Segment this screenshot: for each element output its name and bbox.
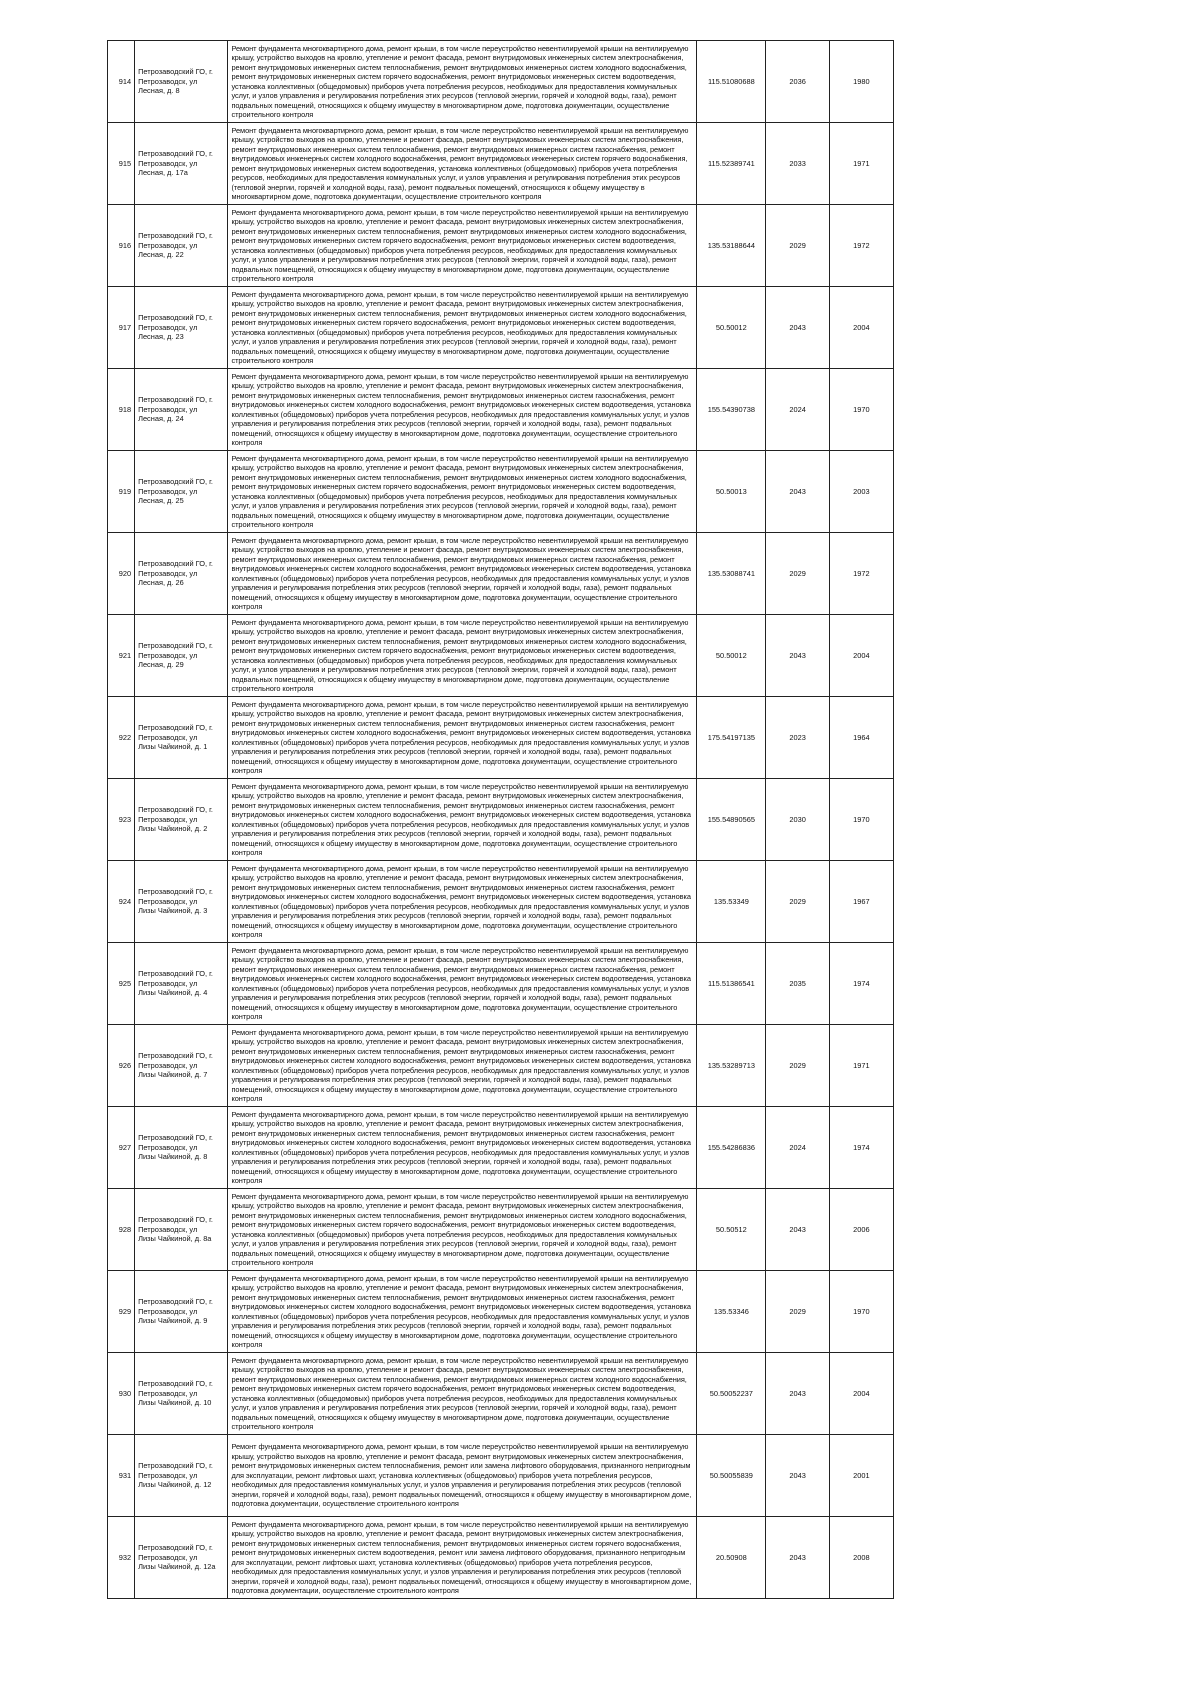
cost-cell: 20.50908 <box>697 1517 766 1599</box>
address-line: Петрозаводск, ул <box>138 896 198 906</box>
address-cell <box>135 451 228 533</box>
address-line: Петрозаводский ГО, г. <box>138 559 213 569</box>
address-cell <box>135 861 228 943</box>
table-row <box>108 697 894 779</box>
address-line: Петрозаводск, ул <box>138 650 198 660</box>
address-line: Петрозаводский ГО, г. <box>138 67 213 77</box>
address-line: Петрозаводск, ул <box>138 1224 198 1234</box>
address-line: Петрозаводский ГО, г. <box>138 805 213 815</box>
row-number-cell: 932 <box>108 1517 135 1599</box>
address-line: Петрозаводский ГО, г. <box>138 1297 213 1307</box>
address-cell <box>135 369 228 451</box>
planned-year-cell: 2043 <box>766 1189 829 1271</box>
build-year-cell: 1970 <box>829 779 893 861</box>
address-line: Петрозаводский ГО, г. <box>138 477 213 487</box>
address-line: Петрозаводский ГО, г. <box>138 1543 213 1553</box>
row-number-cell: 930 <box>108 1353 135 1435</box>
row-number-cell: 918 <box>108 369 135 451</box>
address-line: Лизы Чайкиной, д. 8 <box>138 1152 208 1162</box>
address-line: Лизы Чайкиной, д. 2 <box>138 824 208 834</box>
row-number-cell: 921 <box>108 615 135 697</box>
planned-year-cell: 2043 <box>766 1353 829 1435</box>
cost-cell: 115.52389741 <box>697 123 766 205</box>
address-line: Петрозаводск, ул <box>138 404 198 414</box>
cost-cell: 115.51080688 <box>697 41 766 123</box>
table-row <box>108 123 894 205</box>
address-line: Лизы Чайкиной, д. 1 <box>138 742 208 752</box>
address-line: Петрозаводск, ул <box>138 1306 198 1316</box>
address-line: Петрозаводск, ул <box>138 732 198 742</box>
build-year-cell: 2004 <box>829 287 893 369</box>
cost-cell: 155.54286836 <box>697 1107 766 1189</box>
address-line: Петрозаводск, ул <box>138 814 198 824</box>
address-cell <box>135 533 228 615</box>
address-line: Петрозаводск, ул <box>138 1060 198 1070</box>
address-line: Петрозаводск, ул <box>138 158 198 168</box>
address-cell <box>135 1189 228 1271</box>
address-line: Лизы Чайкиной, д. 3 <box>138 906 208 916</box>
address-line: Петрозаводский ГО, г. <box>138 723 213 733</box>
address-line: Петрозаводский ГО, г. <box>138 231 213 241</box>
planned-year-cell: 2043 <box>766 451 829 533</box>
planned-year-cell: 2043 <box>766 1435 829 1517</box>
address-line: Петрозаводский ГО, г. <box>138 1379 213 1389</box>
build-year-cell: 1971 <box>829 123 893 205</box>
table-row <box>108 1353 894 1435</box>
cost-cell: 175.54197135 <box>697 697 766 779</box>
address-cell <box>135 615 228 697</box>
table-row <box>108 861 894 943</box>
table-row <box>108 1189 894 1271</box>
table-body <box>108 41 894 1599</box>
table-row <box>108 943 894 1025</box>
works-description-cell: Ремонт фундамента многоквартирного дома, ремонт крыши, в том числе переустройство невентилируемой крыши на вентилируемую крышу, устройство выходов на кровлю, утепление и ремонт фасада, ремонт внутридомовых инженерных систем электроснабжения, ремонт внутридомовых инженерных систем теплоснабжения, ремонт внутридомовых инженерных систем холодного водоснабжения, ремонт внутридомовых инженерных систем горячего водоснабжения, ремонт внутридомовых инженерных систем водоотведения, установка коллективных (общедомовых) приборов учета потребления ресурсов, необходимых для предоставления коммунальных услуг, и узлов управления и регулирования потребления этих ресурсов (тепловой энергии, горячей и холодной воды, газа), ремонт подвальных помещений, относящихся к общему имуществу в многоквартирном доме, подготовка документации, осуществление строительного контроля <box>228 1353 697 1435</box>
address-cell <box>135 1435 228 1517</box>
works-description-cell: Ремонт фундамента многоквартирного дома, ремонт крыши, в том числе переустройство невентилируемой крыши на вентилируемую крышу, устройство выходов на кровлю, утепление и ремонт фасада, ремонт внутридомовых инженерных систем электроснабжения, ремонт внутридомовых инженерных систем теплоснабжения, ремонт внутридомовых инженерных систем холодного водоснабжения, ремонт внутридомовых инженерных систем горячего водоснабжения, ремонт внутридомовых инженерных систем водоотведения, установка коллективных (общедомовых) приборов учета потребления ресурсов, необходимых для предоставления коммунальных услуг, и узлов управления и регулирования потребления этих ресурсов (тепловой энергии, горячей и холодной воды, газа), ремонт подвальных помещений, относящихся к общему имуществу в многоквартирном доме, подготовка документации, осуществление строительного контроля <box>228 41 697 123</box>
address-cell <box>135 205 228 287</box>
address-line: Петрозаводск, ул <box>138 1552 198 1562</box>
address-line: Петрозаводск, ул <box>138 240 198 250</box>
row-number-cell: 922 <box>108 697 135 779</box>
table-row <box>108 779 894 861</box>
planned-year-cell: 2029 <box>766 1025 829 1107</box>
cost-cell: 50.50013 <box>697 451 766 533</box>
build-year-cell: 1970 <box>829 1271 893 1353</box>
build-year-cell: 1972 <box>829 533 893 615</box>
cost-cell: 135.53349 <box>697 861 766 943</box>
capital-repair-table <box>107 40 894 1599</box>
build-year-cell: 2003 <box>829 451 893 533</box>
cost-cell: 155.54890565 <box>697 779 766 861</box>
address-line: Лесная, д. 24 <box>138 414 184 424</box>
table-row <box>108 287 894 369</box>
row-number-cell: 929 <box>108 1271 135 1353</box>
planned-year-cell: 2024 <box>766 369 829 451</box>
table-row <box>108 205 894 287</box>
address-line: Петрозаводск, ул <box>138 1388 198 1398</box>
planned-year-cell: 2043 <box>766 287 829 369</box>
planned-year-cell: 2043 <box>766 1517 829 1599</box>
table-row <box>108 615 894 697</box>
planned-year-cell: 2043 <box>766 615 829 697</box>
address-line: Петрозаводский ГО, г. <box>138 1215 213 1225</box>
planned-year-cell: 2029 <box>766 205 829 287</box>
address-cell <box>135 287 228 369</box>
address-line: Петрозаводский ГО, г. <box>138 969 213 979</box>
cost-cell: 50.50012 <box>697 615 766 697</box>
works-description-cell: Ремонт фундамента многоквартирного дома, ремонт крыши, в том числе переустройство невентилируемой крыши на вентилируемую крышу, устройство выходов на кровлю, утепление и ремонт фасада, ремонт внутридомовых инженерных систем электроснабжения, ремонт внутридомовых инженерных систем теплоснабжения, ремонт внутридомовых инженерных систем холодного водоснабжения, ремонт внутридомовых инженерных систем горячего водоснабжения, ремонт внутридомовых инженерных систем водоотведения, установка коллективных (общедомовых) приборов учета потребления ресурсов, необходимых для предоставления коммунальных услуг, и узлов управления и регулирования потребления этих ресурсов (тепловой энергии, горячей и холодной воды, газа), ремонт подвальных помещений, относящихся к общему имуществу в многоквартирном доме, подготовка документации, осуществление строительного контроля <box>228 451 697 533</box>
address-cell <box>135 779 228 861</box>
works-description-cell: Ремонт фундамента многоквартирного дома, ремонт крыши, в том числе переустройство невентилируемой крыши на вентилируемую крышу, устройство выходов на кровлю, утепление и ремонт фасада, ремонт внутридомовых инженерных систем электроснабжения, ремонт внутридомовых инженерных систем теплоснабжения, ремонт внутридомовых инженерных систем газоснабжения, ремонт внутридомовых инженерных систем холодного водоснабжения, ремонт внутридомовых инженерных систем горячего водоснабжения, ремонт внутридомовых инженерных систем водоотведения, установка коллективных (общедомовых) приборов учета потребления ресурсов, необходимых для предоставления коммунальных услуг, и узлов управления и регулирования потребления этих ресурсов (тепловой энергии, горячей и холодной воды, газа), ремонт подвальных помещений, относящихся к общему имуществу в многоквартирном доме, подготовка документации, осуществление строительного контроля <box>228 123 697 205</box>
build-year-cell: 1974 <box>829 1107 893 1189</box>
address-line: Лизы Чайкиной, д. 9 <box>138 1316 208 1326</box>
address-cell <box>135 697 228 779</box>
address-cell <box>135 1107 228 1189</box>
cost-cell: 50.50012 <box>697 287 766 369</box>
address-line: Петрозаводск, ул <box>138 978 198 988</box>
address-line: Лизы Чайкиной, д. 8а <box>138 1234 212 1244</box>
address-line: Лесная, д. 8 <box>138 86 180 96</box>
build-year-cell: 1972 <box>829 205 893 287</box>
works-description-cell: Ремонт фундамента многоквартирного дома, ремонт крыши, в том числе переустройство невентилируемой крыши на вентилируемую крышу, устройство выходов на кровлю, утепление и ремонт фасада, ремонт внутридомовых инженерных систем электроснабжения, ремонт внутридомовых инженерных систем теплоснабжения, ремонт внутридомовых инженерных систем газоснабжения, ремонт внутридомовых инженерных систем холодного водоснабжения, ремонт внутридомовых инженерных систем водоотведения, установка коллективных (общедомовых) приборов учета потребления ресурсов, необходимых для предоставления коммунальных услуг, и узлов управления и регулирования потребления этих ресурсов (тепловой энергии, горячей и холодной воды, газа), ремонт подвальных помещений, относящихся к общему имуществу в многоквартирном доме, подготовка документации, осуществление строительного контроля <box>228 1107 697 1189</box>
address-line: Петрозаводский ГО, г. <box>138 149 213 159</box>
works-description-cell: Ремонт фундамента многоквартирного дома, ремонт крыши, в том числе переустройство невентилируемой крыши на вентилируемую крышу, устройство выходов на кровлю, утепление и ремонт фасада, ремонт внутридомовых инженерных систем электроснабжения, ремонт внутридомовых инженерных систем теплоснабжения, ремонт внутридомовых инженерных систем холодного водоснабжения, ремонт внутридомовых инженерных систем горячего водоснабжения, ремонт внутридомовых инженерных систем водоотведения, установка коллективных (общедомовых) приборов учета потребления ресурсов, необходимых для предоставления коммунальных услуг, и узлов управления и регулирования потребления этих ресурсов (тепловой энергии, горячей и холодной воды, газа), ремонт подвальных помещений, относящихся к общему имуществу в многоквартирном доме, подготовка документации, осуществление строительного контроля <box>228 205 697 287</box>
planned-year-cell: 2023 <box>766 697 829 779</box>
address-line: Лесная, д. 25 <box>138 496 184 506</box>
address-line: Петрозаводск, ул <box>138 1142 198 1152</box>
address-cell <box>135 1353 228 1435</box>
works-description-cell: Ремонт фундамента многоквартирного дома, ремонт крыши, в том числе переустройство невентилируемой крыши на вентилируемую крышу, устройство выходов на кровлю, утепление и ремонт фасада, ремонт внутридомовых инженерных систем электроснабжения, ремонт внутридомовых инженерных систем теплоснабжения, ремонт или замена лифтового оборудования, признанного непригодным для эксплуатации, ремонт лифтовых шахт, установка коллективных (общедомовых) приборов учета потребления ресурсов, необходимых для предоставления коммунальных услуг, и узлов управления и регулирования потребления этих ресурсов (тепловой энергии, горячей и холодной воды, газа), ремонт подвальных помещений, относящихся к общему имуществу в многоквартирном доме, подготовка документации, осуществление строительного контроля <box>228 1435 697 1517</box>
planned-year-cell: 2029 <box>766 1271 829 1353</box>
works-description-cell: Ремонт фундамента многоквартирного дома, ремонт крыши, в том числе переустройство невентилируемой крыши на вентилируемую крышу, устройство выходов на кровлю, утепление и ремонт фасада, ремонт внутридомовых инженерных систем электроснабжения, ремонт внутридомовых инженерных систем теплоснабжения, ремонт внутридомовых инженерных систем газоснабжения, ремонт внутридомовых инженерных систем холодного водоснабжения, ремонт внутридомовых инженерных систем водоотведения, установка коллективных (общедомовых) приборов учета потребления ресурсов, необходимых для предоставления коммунальных услуг, и узлов управления и регулирования потребления этих ресурсов (тепловой энергии, горячей и холодной воды, газа), ремонт подвальных помещений, относящихся к общему имуществу в многоквартирном доме, подготовка документации, осуществление строительного контроля <box>228 697 697 779</box>
row-number-cell: 931 <box>108 1435 135 1517</box>
cost-cell: 50.50052237 <box>697 1353 766 1435</box>
address-line: Лизы Чайкиной, д. 7 <box>138 1070 208 1080</box>
table-row <box>108 1435 894 1517</box>
row-number-cell: 925 <box>108 943 135 1025</box>
cost-cell: 155.54390738 <box>697 369 766 451</box>
address-cell <box>135 1271 228 1353</box>
row-number-cell: 920 <box>108 533 135 615</box>
row-number-cell: 926 <box>108 1025 135 1107</box>
address-line: Лесная, д. 23 <box>138 332 184 342</box>
planned-year-cell: 2030 <box>766 779 829 861</box>
table-row <box>108 533 894 615</box>
address-line: Лесная, д. 17а <box>138 168 188 178</box>
build-year-cell: 1964 <box>829 697 893 779</box>
address-cell <box>135 1025 228 1107</box>
planned-year-cell: 2029 <box>766 533 829 615</box>
cost-cell: 135.53188644 <box>697 205 766 287</box>
planned-year-cell: 2035 <box>766 943 829 1025</box>
cost-cell: 135.53346 <box>697 1271 766 1353</box>
works-description-cell: Ремонт фундамента многоквартирного дома, ремонт крыши, в том числе переустройство невентилируемой крыши на вентилируемую крышу, устройство выходов на кровлю, утепление и ремонт фасада, ремонт внутридомовых инженерных систем электроснабжения, ремонт внутридомовых инженерных систем теплоснабжения, ремонт внутридомовых инженерных систем холодного водоснабжения, ремонт внутридомовых инженерных систем горячего водоснабжения, ремонт внутридомовых инженерных систем водоотведения, установка коллективных (общедомовых) приборов учета потребления ресурсов, необходимых для предоставления коммунальных услуг, и узлов управления и регулирования потребления этих ресурсов (тепловой энергии, горячей и холодной воды, газа), ремонт подвальных помещений, относящихся к общему имуществу в многоквартирном доме, подготовка документации, осуществление строительного контроля <box>228 1189 697 1271</box>
row-number-cell: 916 <box>108 205 135 287</box>
row-number-cell: 914 <box>108 41 135 123</box>
address-line: Лесная, д. 22 <box>138 250 184 260</box>
address-line: Лизы Чайкиной, д. 12 <box>138 1480 212 1490</box>
table-row <box>108 451 894 533</box>
address-cell <box>135 1517 228 1599</box>
works-description-cell: Ремонт фундамента многоквартирного дома, ремонт крыши, в том числе переустройство невентилируемой крыши на вентилируемую крышу, устройство выходов на кровлю, утепление и ремонт фасада, ремонт внутридомовых инженерных систем электроснабжения, ремонт внутридомовых инженерных систем теплоснабжения, ремонт внутридомовых инженерных систем газоснабжения, ремонт внутридомовых инженерных систем холодного водоснабжения, ремонт внутридомовых инженерных систем водоотведения, установка коллективных (общедомовых) приборов учета потребления ресурсов, необходимых для предоставления коммунальных услуг, и узлов управления и регулирования потребления этих ресурсов (тепловой энергии, горячей и холодной воды, газа), ремонт подвальных помещений, относящихся к общему имуществу в многоквартирном доме, подготовка документации, осуществление строительного контроля <box>228 861 697 943</box>
address-line: Петрозаводский ГО, г. <box>138 1051 213 1061</box>
works-description-cell: Ремонт фундамента многоквартирного дома, ремонт крыши, в том числе переустройство невентилируемой крыши на вентилируемую крышу, устройство выходов на кровлю, утепление и ремонт фасада, ремонт внутридомовых инженерных систем электроснабжения, ремонт внутридомовых инженерных систем теплоснабжения, ремонт внутридомовых инженерных систем газоснабжения, ремонт внутридомовых инженерных систем холодного водоснабжения, ремонт внутридомовых инженерных систем водоотведения, установка коллективных (общедомовых) приборов учета потребления ресурсов, необходимых для предоставления коммунальных услуг, и узлов управления и регулирования потребления этих ресурсов (тепловой энергии, горячей и холодной воды, газа), ремонт подвальных помещений, относящихся к общему имуществу в многоквартирном доме, подготовка документации, осуществление строительного контроля <box>228 1025 697 1107</box>
row-number-cell: 919 <box>108 451 135 533</box>
table-row <box>108 1271 894 1353</box>
cost-cell: 135.53088741 <box>697 533 766 615</box>
build-year-cell: 2006 <box>829 1189 893 1271</box>
row-number-cell: 923 <box>108 779 135 861</box>
address-cell <box>135 41 228 123</box>
works-description-cell: Ремонт фундамента многоквартирного дома, ремонт крыши, в том числе переустройство невентилируемой крыши на вентилируемую крышу, устройство выходов на кровлю, утепление и ремонт фасада, ремонт внутридомовых инженерных систем электроснабжения, ремонт внутридомовых инженерных систем теплоснабжения, ремонт внутридомовых инженерных систем горячего водоснабжения, ремонт внутридомовых инженерных систем водоотведения, ремонт или замена лифтового оборудования, признанного непригодным для эксплуатации, ремонт лифтовых шахт, установка коллективных (общедомовых) приборов учета потребления ресурсов, необходимых для предоставления коммунальных услуг, и узлов управления и регулирования потребления этих ресурсов (тепловой энергии, горячей и холодной воды, газа), ремонт подвальных помещений, относящихся к общему имуществу в многоквартирном доме, подготовка документации, осуществление строительного контроля <box>228 1517 697 1599</box>
address-line: Петрозаводский ГО, г. <box>138 1461 213 1471</box>
planned-year-cell: 2036 <box>766 41 829 123</box>
build-year-cell: 1980 <box>829 41 893 123</box>
planned-year-cell: 2029 <box>766 861 829 943</box>
row-number-cell: 924 <box>108 861 135 943</box>
build-year-cell: 2004 <box>829 1353 893 1435</box>
table-row <box>108 41 894 123</box>
works-description-cell: Ремонт фундамента многоквартирного дома, ремонт крыши, в том числе переустройство невентилируемой крыши на вентилируемую крышу, устройство выходов на кровлю, утепление и ремонт фасада, ремонт внутридомовых инженерных систем электроснабжения, ремонт внутридомовых инженерных систем теплоснабжения, ремонт внутридомовых инженерных систем холодного водоснабжения, ремонт внутридомовых инженерных систем горячего водоснабжения, ремонт внутридомовых инженерных систем водоотведения, установка коллективных (общедомовых) приборов учета потребления ресурсов, необходимых для предоставления коммунальных услуг, и узлов управления и регулирования потребления этих ресурсов (тепловой энергии, горячей и холодной воды, газа), ремонт подвальных помещений, относящихся к общему имуществу в многоквартирном доме, подготовка документации, осуществление строительного контроля <box>228 615 697 697</box>
build-year-cell: 2001 <box>829 1435 893 1517</box>
cost-cell: 135.53289713 <box>697 1025 766 1107</box>
build-year-cell: 2004 <box>829 615 893 697</box>
table-row <box>108 369 894 451</box>
address-line: Петрозаводский ГО, г. <box>138 313 213 323</box>
address-line: Лесная, д. 29 <box>138 660 184 670</box>
address-line: Петрозаводский ГО, г. <box>138 1133 213 1143</box>
cost-cell: 115.51386541 <box>697 943 766 1025</box>
works-description-cell: Ремонт фундамента многоквартирного дома, ремонт крыши, в том числе переустройство невентилируемой крыши на вентилируемую крышу, устройство выходов на кровлю, утепление и ремонт фасада, ремонт внутридомовых инженерных систем электроснабжения, ремонт внутридомовых инженерных систем теплоснабжения, ремонт внутридомовых инженерных систем холодного водоснабжения, ремонт внутридомовых инженерных систем горячего водоснабжения, ремонт внутридомовых инженерных систем водоотведения, установка коллективных (общедомовых) приборов учета потребления ресурсов, необходимых для предоставления коммунальных услуг, и узлов управления и регулирования потребления этих ресурсов (тепловой энергии, горячей и холодной воды, газа), ремонт подвальных помещений, относящихся к общему имуществу в многоквартирном доме, подготовка документации, осуществление строительного контроля <box>228 287 697 369</box>
works-description-cell: Ремонт фундамента многоквартирного дома, ремонт крыши, в том числе переустройство невентилируемой крыши на вентилируемую крышу, устройство выходов на кровлю, утепление и ремонт фасада, ремонт внутридомовых инженерных систем электроснабжения, ремонт внутридомовых инженерных систем теплоснабжения, ремонт внутридомовых инженерных систем газоснабжения, ремонт внутридомовых инженерных систем холодного водоснабжения, ремонт внутридомовых инженерных систем водоотведения, установка коллективных (общедомовых) приборов учета потребления ресурсов, необходимых для предоставления коммунальных услуг, и узлов управления и регулирования потребления этих ресурсов (тепловой энергии, горячей и холодной воды, газа), ремонт подвальных помещений, относящихся к общему имуществу в многоквартирном доме, подготовка документации, осуществление строительного контроля <box>228 779 697 861</box>
build-year-cell: 1974 <box>829 943 893 1025</box>
address-line: Лесная, д. 26 <box>138 578 184 588</box>
table-row <box>108 1107 894 1189</box>
planned-year-cell: 2033 <box>766 123 829 205</box>
build-year-cell: 1970 <box>829 369 893 451</box>
address-line: Петрозаводский ГО, г. <box>138 641 213 651</box>
build-year-cell: 2008 <box>829 1517 893 1599</box>
address-line: Лизы Чайкиной, д. 10 <box>138 1398 212 1408</box>
planned-year-cell: 2024 <box>766 1107 829 1189</box>
works-description-cell: Ремонт фундамента многоквартирного дома, ремонт крыши, в том числе переустройство невентилируемой крыши на вентилируемую крышу, устройство выходов на кровлю, утепление и ремонт фасада, ремонт внутридомовых инженерных систем электроснабжения, ремонт внутридомовых инженерных систем теплоснабжения, ремонт внутридомовых инженерных систем газоснабжения, ремонт внутридомовых инженерных систем холодного водоснабжения, ремонт внутридомовых инженерных систем водоотведения, установка коллективных (общедомовых) приборов учета потребления ресурсов, необходимых для предоставления коммунальных услуг, и узлов управления и регулирования потребления этих ресурсов (тепловой энергии, горячей и холодной воды, газа), ремонт подвальных помещений, относящихся к общему имуществу в многоквартирном доме, подготовка документации, осуществление строительного контроля <box>228 943 697 1025</box>
table-row <box>108 1517 894 1599</box>
address-line: Петрозаводский ГО, г. <box>138 887 213 897</box>
address-cell <box>135 943 228 1025</box>
works-description-cell: Ремонт фундамента многоквартирного дома, ремонт крыши, в том числе переустройство невентилируемой крыши на вентилируемую крышу, устройство выходов на кровлю, утепление и ремонт фасада, ремонт внутридомовых инженерных систем электроснабжения, ремонт внутридомовых инженерных систем теплоснабжения, ремонт внутридомовых инженерных систем газоснабжения, ремонт внутридомовых инженерных систем холодного водоснабжения, ремонт внутридомовых инженерных систем водоотведения, установка коллективных (общедомовых) приборов учета потребления ресурсов, необходимых для предоставления коммунальных услуг, и узлов управления и регулирования потребления этих ресурсов (тепловой энергии, горячей и холодной воды, газа), ремонт подвальных помещений, относящихся к общему имуществу в многоквартирном доме, подготовка документации, осуществление строительного контроля <box>228 369 697 451</box>
row-number-cell: 917 <box>108 287 135 369</box>
works-description-cell: Ремонт фундамента многоквартирного дома, ремонт крыши, в том числе переустройство невентилируемой крыши на вентилируемую крышу, устройство выходов на кровлю, утепление и ремонт фасада, ремонт внутридомовых инженерных систем электроснабжения, ремонт внутридомовых инженерных систем теплоснабжения, ремонт внутридомовых инженерных систем газоснабжения, ремонт внутридомовых инженерных систем холодного водоснабжения, ремонт внутридомовых инженерных систем водоотведения, установка коллективных (общедомовых) приборов учета потребления ресурсов, необходимых для предоставления коммунальных услуг, и узлов управления и регулирования потребления этих ресурсов (тепловой энергии, горячей и холодной воды, газа), ремонт подвальных помещений, относящихся к общему имуществу в многоквартирном доме, подготовка документации, осуществление строительного контроля <box>228 533 697 615</box>
cost-cell: 50.50055839 <box>697 1435 766 1517</box>
table-row <box>108 1025 894 1107</box>
row-number-cell: 915 <box>108 123 135 205</box>
address-line: Петрозаводск, ул <box>138 486 198 496</box>
build-year-cell: 1967 <box>829 861 893 943</box>
address-line: Петрозаводск, ул <box>138 322 198 332</box>
address-line: Лизы Чайкиной, д. 4 <box>138 988 208 998</box>
address-line: Петрозаводск, ул <box>138 76 198 86</box>
works-description-cell: Ремонт фундамента многоквартирного дома, ремонт крыши, в том числе переустройство невентилируемой крыши на вентилируемую крышу, устройство выходов на кровлю, утепление и ремонт фасада, ремонт внутридомовых инженерных систем электроснабжения, ремонт внутридомовых инженерных систем теплоснабжения, ремонт внутридомовых инженерных систем газоснабжения, ремонт внутридомовых инженерных систем холодного водоснабжения, ремонт внутридомовых инженерных систем водоотведения, установка коллективных (общедомовых) приборов учета потребления ресурсов, необходимых для предоставления коммунальных услуг, и узлов управления и регулирования потребления этих ресурсов (тепловой энергии, горячей и холодной воды, газа), ремонт подвальных помещений, относящихся к общему имуществу в многоквартирном доме, подготовка документации, осуществление строительного контроля <box>228 1271 697 1353</box>
address-cell <box>135 123 228 205</box>
address-line: Петрозаводский ГО, г. <box>138 395 213 405</box>
build-year-cell: 1971 <box>829 1025 893 1107</box>
row-number-cell: 928 <box>108 1189 135 1271</box>
address-line: Петрозаводск, ул <box>138 1470 198 1480</box>
address-line: Лизы Чайкиной, д. 12а <box>138 1562 216 1572</box>
row-number-cell: 927 <box>108 1107 135 1189</box>
cost-cell: 50.50512 <box>697 1189 766 1271</box>
address-line: Петрозаводск, ул <box>138 568 198 578</box>
